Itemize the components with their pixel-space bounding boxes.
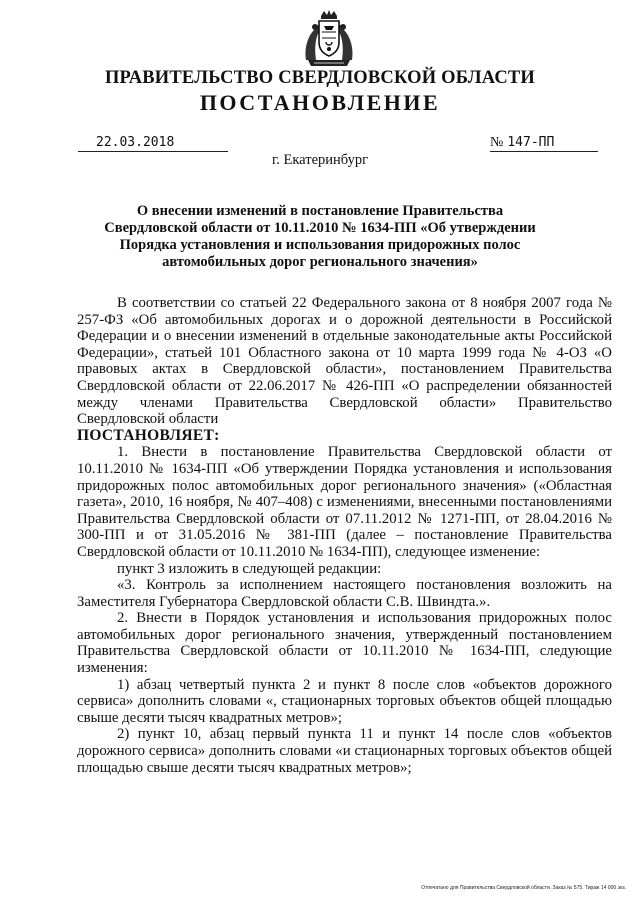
print-footer: Отпечатано для Правительства Свердловской области. Заказ № 575. Тираж 14 000 экз. xyxy=(421,885,626,891)
document-body xyxy=(77,295,612,776)
paragraph-2: пункт 3 изложить в следующей редакции: xyxy=(117,560,382,577)
document-number xyxy=(490,134,598,152)
paragraph-3: «3. Контроль за исполнением настоящего постановления возложить на Заместителя Губернатора Свердловской области С.В. Швиндта.». xyxy=(77,577,612,610)
document-title: О внесении изменений в постановление Правительства Свердловской области от 10.11.2010 № 1634-ПП «Об утверждении Порядка установления и использования придорожных полос автомобильных дорог регионального значения» xyxy=(104,203,536,270)
government-name: ПРАВИТЕЛЬСТВО СВЕРДЛОВСКОЙ ОБЛАСТИ xyxy=(104,68,536,88)
paragraph-6: 2) пункт 10, абзац первый пункта 11 и пункт 14 после слов «объектов дорожного сервиса» дополнить словами «и стационарных торговых объектов общей площадью свыше десяти тысяч квадратных метров»; xyxy=(77,726,612,776)
number-label: № xyxy=(490,135,504,150)
coat-of-arms-icon xyxy=(302,8,356,68)
paragraph-4: 2. Внести в Порядок установления и использования придорожных полос автомобильных дорог регионального значения, утвержденный постановлением Правительства Свердловской области от 10.11.2010 № 1634-ПП, следующие изменения: xyxy=(77,610,612,677)
number-value: 147-ПП xyxy=(507,135,555,150)
preamble-paragraph: В соответствии со статьей 22 Федерального закона от 8 ноября 2007 года № 257-ФЗ «Об автомобильных дорогах и о дорожной деятельности в Российской Федерации и о внесении изменений в отдельные законодательные акты Российской Федерации», статьей 101 Областного закона от 10 марта 1999 года № 4-ОЗ «О правовых актах в Свердловской области», постановлением Правительства Свердловской области от 22.06.2017 № 426-ПП «О распределении обязанностей между членами Правительства Свердловской области» Правительство Свердловской области xyxy=(77,295,612,428)
decree-word-text: ПОСТАНОВЛЯЕТ: xyxy=(77,426,220,444)
paragraph-1: 1. Внести в постановление Правительства Свердловской области от 10.11.2010 № 1634-ПП «Об утверждении Порядка установления и использования придорожных полос автомобильных дорог регионального значения» («Областная газета», 2010, 16 ноября, № 407–408) с изменениями, внесенными постановлениями Правительства Свердловской области от 07.11.2012 № 1271-ПП, от 28.04.2016 № 300-ПП и от 31.05.2016 № 381-ПП (далее – постановление Правительства Свердловской области от 10.11.2010 № 1634-ПП), следующее изменение: xyxy=(77,444,612,560)
document-type: ПОСТАНОВЛЕНИЕ xyxy=(199,90,441,115)
decree-word xyxy=(77,428,612,445)
document-date: 22.03.2018 xyxy=(78,135,228,152)
document-city: г. Екатеринбург xyxy=(271,152,369,168)
paragraph-5: 1) абзац четвертый пункта 2 и пункт 8 после слов «объектов дорожного сервиса» дополнить словами «, стационарных торговых объектов общей площадью свыше десяти тысяч квадратных метров»; xyxy=(77,676,612,726)
